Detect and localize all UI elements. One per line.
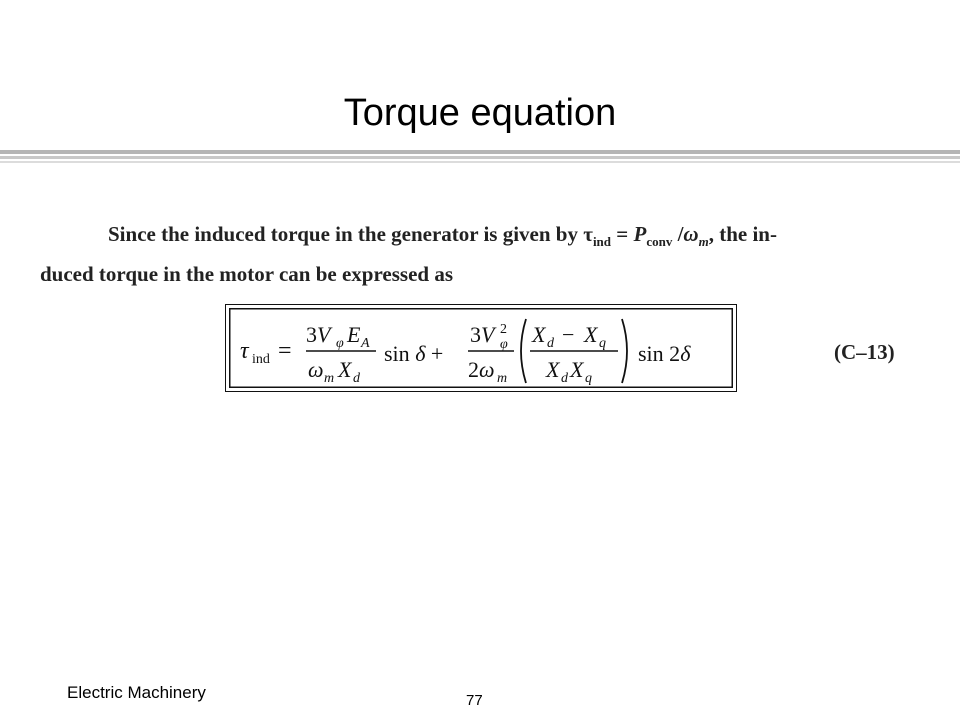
- svg-text:φ: φ: [500, 337, 508, 352]
- equation-box: [225, 304, 737, 392]
- svg-text:A: A: [361, 336, 370, 351]
- svg-text:ω: ω: [308, 357, 324, 382]
- footer-course-title: Electric Machinery: [67, 683, 206, 702]
- excerpt-paragraph: Since the induced torque in the generator is given by $\tau_{ind} = P_{conv}$ $/\omega_m$, the in- duced torque in the motor can be expressed as: [40, 222, 777, 287]
- title-divider: [0, 150, 960, 166]
- svg-text:sin 2δ: sin 2δ: [638, 341, 691, 366]
- svg-text:−: −: [562, 322, 575, 347]
- svg-text:X: X: [546, 357, 560, 382]
- scanned-textbook-excerpt: [40, 218, 920, 398]
- svg-text:E: E: [347, 322, 361, 347]
- svg-text:X: X: [338, 357, 352, 382]
- svg-text:2ω: 2ω: [468, 357, 495, 382]
- equation-label: (C–13): [834, 340, 895, 364]
- svg-text:sin δ +: sin δ +: [384, 341, 444, 366]
- svg-text:3V: 3V: [470, 322, 495, 347]
- svg-text:τ: τ: [240, 338, 249, 364]
- slide-title: Torque equation: [343, 92, 617, 134]
- svg-text:d: d: [353, 371, 360, 386]
- svg-text:m: m: [324, 371, 335, 386]
- torque-equation: [226, 305, 736, 391]
- svg-text:X: X: [532, 322, 546, 347]
- svg-text:X: X: [570, 357, 584, 382]
- svg-text:ind: ind: [252, 352, 270, 367]
- svg-text:=: =: [278, 338, 292, 364]
- svg-text:φ: φ: [336, 336, 344, 351]
- svg-text:d: d: [561, 371, 568, 386]
- svg-text:m: m: [497, 371, 508, 386]
- svg-text:q: q: [599, 336, 606, 351]
- svg-text:3V: 3V: [306, 322, 331, 347]
- svg-text:2: 2: [500, 322, 507, 337]
- page-number: 77: [466, 692, 483, 709]
- svg-text:d: d: [547, 336, 554, 351]
- svg-text:X: X: [584, 322, 598, 347]
- svg-text:q: q: [585, 371, 592, 386]
